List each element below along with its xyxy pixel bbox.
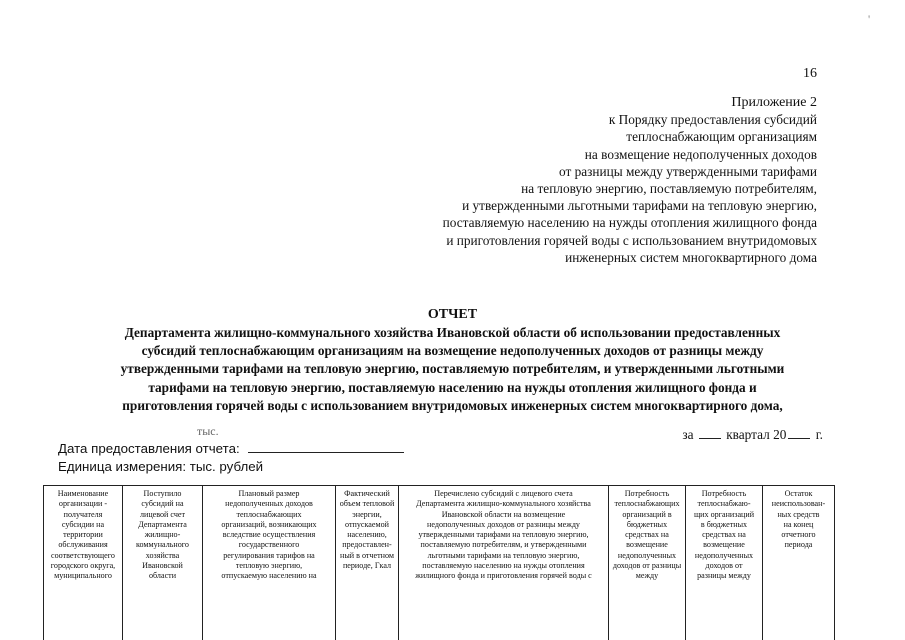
column-header-need-2: Потребность теплоснабжаю- щих организаций в бюджетных средствах на возмещение недополученных доходов от разницы между: [686, 486, 763, 640]
column-header-need-1: Потребность теплоснабжающих организаций в бюджетных средствах на возмещение недополученных доходов от разницы между: [609, 486, 686, 640]
period-prefix: за: [682, 427, 694, 442]
report-subtitle-line: субсидий теплоснабжающим организациям на возмещение недополученных доходов от разницы между: [141, 343, 764, 359]
column-header-balance: Остаток неиспользован- ных средств на конец отчетного периода: [763, 486, 835, 640]
date-blank-line: [248, 440, 404, 453]
period-suffix: г.: [815, 427, 823, 442]
appendix-block: [297, 94, 817, 266]
unit-mark: тыс.: [197, 424, 219, 438]
appendix-line: теплоснабжающим организациям: [626, 129, 817, 145]
column-header-organization: Наименование организации - получателя субсидии на территории обслуживания соответствующего городского округа, муниципального: [44, 486, 123, 640]
report-table: [43, 485, 835, 640]
stamp-mark: ': [868, 12, 871, 26]
table-header-row: [44, 486, 835, 640]
appendix-title: Приложение 2: [731, 95, 817, 110]
date-label: Дата предоставления отчета:: [58, 441, 240, 456]
report-subtitle-line: утвержденными тарифами на тепловую энергию, поставляемую потребителям, и утвержденными льготными: [120, 361, 785, 377]
report-title: ОТЧЕТ: [427, 307, 478, 322]
column-header-planned-losses: Плановый размер недополученных доходов теплоснабжающих организаций, возникающих вследствие осуществления государственного регулирования тарифов на тепловую энергию, отпускаемую населению на: [203, 486, 336, 640]
period-year-blank: [788, 426, 810, 439]
column-header-received: Поступило субсидий на лицевой счет Департамента жилищно- коммунального хозяйства Ивановской области: [123, 486, 203, 640]
report-subtitle-line: Департамента жилищно-коммунального хозяйства Ивановской области об использовании предоставленных: [124, 325, 781, 340]
report-meta: [58, 440, 404, 475]
page-number: 16: [803, 66, 817, 81]
appendix-line: инженерных систем многоквартирного дома: [565, 249, 817, 265]
unit-label: Единица измерения: тыс. рублей: [58, 458, 264, 474]
report-subtitle-line: приготовления горячей воды с использованием внутридомовых инженерных систем многоквартирного дома,: [122, 397, 783, 413]
appendix-line: на тепловую энергию, поставляемую потребителям,: [521, 181, 817, 197]
column-header-transferred: Перечислено субсидий с лицевого счета Департамента жилищно-коммунального хозяйства Ивановской области на возмещение недополученных доходов от разницы между утвержденными тарифами на тепловую энергию, поставляемую потребителям, и утвержденными льготными тарифами на тепловую энергию, поставляемую населению на нужды отопления жилищного фонда и приготовления горячей воды с: [399, 486, 609, 640]
appendix-line: от разницы между утвержденными тарифами: [558, 163, 817, 179]
column-header-actual-volume: Фактический объем тепловой энергии, отпускаемой населению, предоставлен- ный в отчетном периоде, Гкал: [336, 486, 399, 640]
appendix-line: поставляемую населению на нужды отопления жилищного фонда: [442, 215, 817, 231]
period-quarter-blank: [699, 426, 721, 439]
appendix-line: на возмещение недополученных доходов: [584, 146, 817, 162]
reporting-period: [682, 426, 823, 443]
report-subtitle-line: тарифами на тепловую энергию, поставляемую населению на нужды отопления жилищного фонда и: [148, 379, 757, 395]
appendix-line: к Порядку предоставления субсидий: [608, 112, 817, 128]
appendix-line: и утвержденными льготными тарифами на тепловую энергию,: [462, 198, 817, 214]
report-subtitle: [40, 324, 865, 415]
date-row: [58, 440, 404, 458]
period-middle: квартал 20: [726, 427, 787, 442]
appendix-line: и приготовления горячей воды с использованием внутридомовых: [446, 232, 817, 248]
